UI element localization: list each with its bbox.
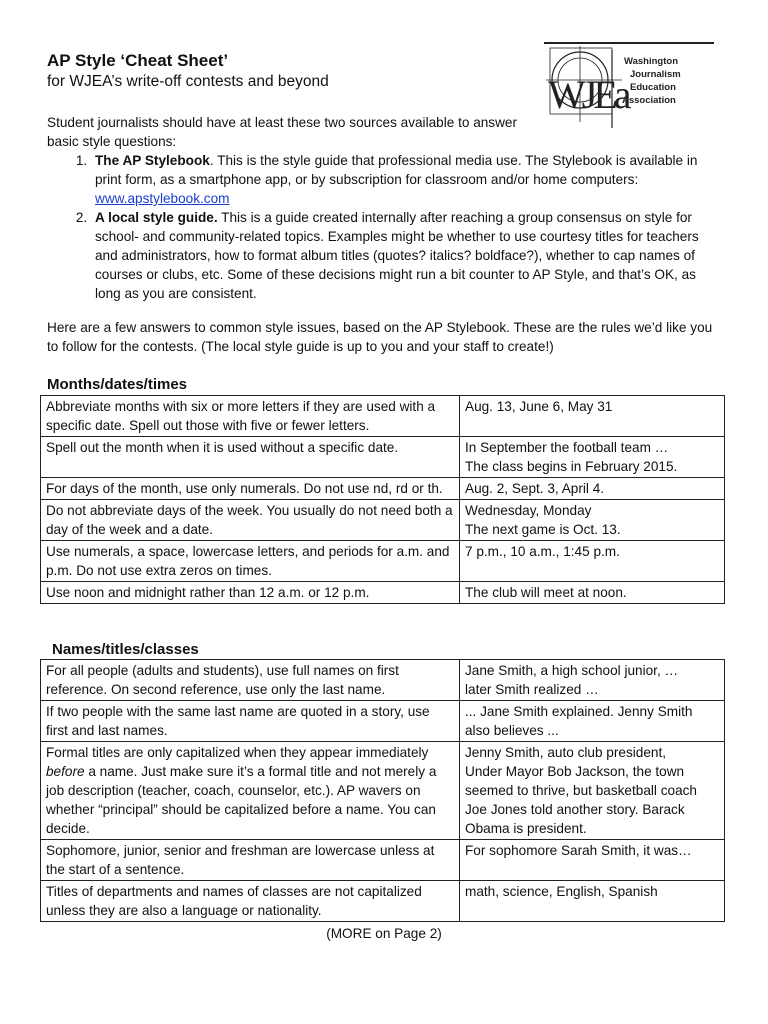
table-row xyxy=(41,582,725,604)
rule-cell: Use numerals, a space, lowercase letters, and periods for a.m. and p.m. Do not use extra zeros on times. xyxy=(41,541,460,582)
example-cell: Jane Smith, a high school junior, … later Smith realized … xyxy=(460,660,725,701)
rule-cell xyxy=(41,742,460,840)
months-table xyxy=(40,395,725,604)
table-row xyxy=(41,541,725,582)
source-item-text: This is a guide created internally after reaching a group consensus on style for school- and community-related topics. Examples might be whether to use courtesy titles for teachers and administrators, how to format album titles (quotes? italics? boldface?), whether to cap names of courses or clubs, etc. Some of these decisions might run a bit counter to AP Style, and that’s OK, as long as you are consistent. xyxy=(95,210,699,301)
apstylebook-link[interactable]: www.apstylebook.com xyxy=(95,191,230,206)
intro-lead: Student journalists should have at least these two sources available to answer basic style questions: xyxy=(47,115,518,149)
logo-line-3: Education xyxy=(630,82,676,93)
logo-line-1: Washington xyxy=(624,56,678,67)
rule-cell: Spell out the month when it is used without a specific date. xyxy=(41,437,460,478)
example-cell: Aug. 13, June 6, May 31 xyxy=(460,396,725,437)
rule-cell: Sophomore, junior, senior and freshman are lowercase unless at the start of a sentence. xyxy=(41,840,460,881)
rule-emphasis: before xyxy=(46,764,85,779)
logo-line-4: Association xyxy=(622,95,676,106)
example-cell: Wednesday, Monday The next game is Oct. 13. xyxy=(460,500,725,541)
footer-note: (MORE on Page 2) xyxy=(326,926,442,941)
table-row xyxy=(41,742,725,840)
logo-line-2: Journalism xyxy=(630,69,681,80)
source-item-bold: The AP Stylebook xyxy=(95,153,210,168)
example-cell: Jenny Smith, auto club president, Under Mayor Bob Jackson, the town seemed to thrive, but basketball coach Joe Jones told another story. Barack Obama is president. xyxy=(460,742,725,840)
example-cell: ... Jane Smith explained. Jenny Smith also believes ... xyxy=(460,701,725,742)
source-item-local-guide xyxy=(91,208,707,303)
page-subtitle: for WJEA’s write-off contests and beyond xyxy=(47,73,329,90)
names-table xyxy=(40,659,725,922)
table-row xyxy=(41,437,725,478)
rule-cell: Titles of departments and names of classes are not capitalized unless they are also a language or nationality. xyxy=(41,881,460,922)
example-cell: math, science, English, Spanish xyxy=(460,881,725,922)
rule-cell: Abbreviate months with six or more letters if they are used with a specific date. Spell out those with five or fewer letters. xyxy=(41,396,460,437)
intro-followup: Here are a few answers to common style issues, based on the AP Stylebook. These are the rules we’d like you to follow for the contests. (The local style guide is up to you and your staff to create!) xyxy=(47,320,713,354)
rule-cell: For days of the month, use only numerals. Do not use nd, rd or th. xyxy=(41,478,460,500)
example-cell: For sophomore Sarah Smith, it was… xyxy=(460,840,725,881)
section-title-names: Names/titles/classes xyxy=(52,641,199,658)
example-cell: Aug. 2, Sept. 3, April 4. xyxy=(460,478,725,500)
table-row xyxy=(41,396,725,437)
table-row xyxy=(41,840,725,881)
page-title: AP Style ‘Cheat Sheet’ xyxy=(47,51,229,70)
example-cell: In September the football team … The class begins in February 2015. xyxy=(460,437,725,478)
table-row xyxy=(41,701,725,742)
intro-section xyxy=(47,113,707,303)
rule-text: a name. Just make sure it’s a formal title and not merely a job description (teacher, coach, counselor, etc.). AP wavers on whether “principal” should be capitalized before a name. You can decide. xyxy=(46,764,437,836)
source-item-stylebook xyxy=(91,151,707,208)
rule-cell: Use noon and midnight rather than 12 a.m. or 12 p.m. xyxy=(41,582,460,604)
rule-cell: Do not abbreviate days of the week. You usually do not need both a day of the week and a date. xyxy=(41,500,460,541)
table-row xyxy=(41,478,725,500)
rule-cell: For all people (adults and students), use full names on first reference. On second reference, use only the last name. xyxy=(41,660,460,701)
section-title-months: Months/dates/times xyxy=(47,376,188,393)
rule-cell: If two people with the same last name are quoted in a story, use first and last names. xyxy=(41,701,460,742)
title-block xyxy=(47,50,329,92)
rule-text: Formal titles are only capitalized when they appear immediately xyxy=(46,745,429,760)
table-row xyxy=(41,660,725,701)
logo-letters: WJEa xyxy=(548,72,628,117)
source-item-text: . This is the style guide that professional media use. The Stylebook is available in print form, as a smartphone app, or by subscription for classroom and/or home computers: xyxy=(95,153,698,187)
sources-list xyxy=(47,151,707,303)
table-row xyxy=(41,500,725,541)
example-cell: 7 p.m., 10 a.m., 1:45 p.m. xyxy=(460,541,725,582)
table-row xyxy=(41,881,725,922)
source-item-bold: A local style guide. xyxy=(95,210,218,225)
example-cell: The club will meet at noon. xyxy=(460,582,725,604)
